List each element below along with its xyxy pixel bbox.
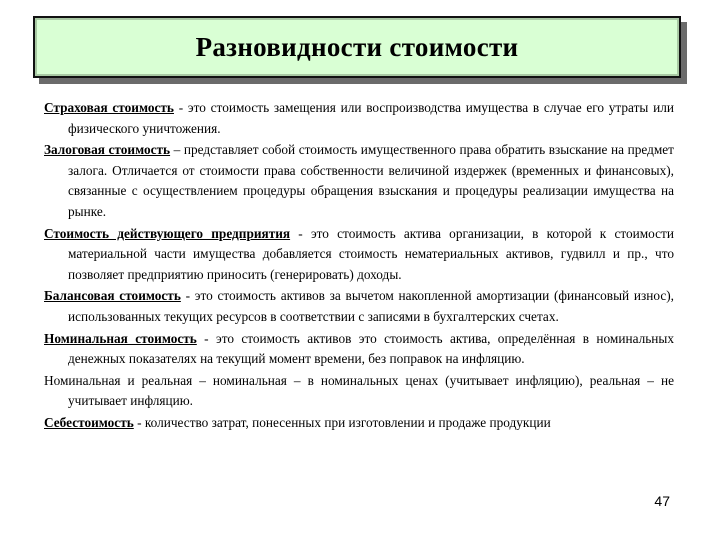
slide-title-box xyxy=(33,16,681,78)
definition-insurance-value xyxy=(44,98,674,139)
slide-title: Разновидности стоимости xyxy=(195,31,519,62)
definition-book-value xyxy=(44,286,674,327)
definition-nominal-vs-real xyxy=(44,371,674,412)
term-book-value: Балансовая стоимость xyxy=(44,288,181,304)
definition-cost-price xyxy=(44,413,674,434)
definition-text: - это стоимость активов за вычетом накопленной амортизации (финансовый износ), использованных текущих ресурсов в соответствии с записями в бухгалтерских счетах. xyxy=(68,288,674,324)
definition-text: Номинальная и реальная – номинальная – в номинальных ценах (учитывает инфляцию), реальная – не учитывает инфляцию. xyxy=(44,372,674,409)
term-insurance-value: Страховая стоимость xyxy=(44,100,174,115)
definition-going-concern-value xyxy=(44,224,674,286)
definitions-list xyxy=(44,98,674,434)
definition-text: - это стоимость замещения или воспроизводства имущества в случае его утраты или физического уничтожения. xyxy=(68,100,674,136)
page-number: 47 xyxy=(654,493,670,509)
definition-text: – представляет собой стоимость имущественного права обратить взыскание на предмет залога. Отличается от стоимости права собственности величиной издержек (временных и финансовых), связанные с осуществлением процедуры обращения взыскания и процедуры реализации имущества на рынке. xyxy=(68,142,674,219)
definition-nominal-value xyxy=(44,329,674,370)
term-cost-price: Себестоимость xyxy=(44,414,134,430)
definition-text: - количество затрат, понесенных при изготовлении и продаже продукции xyxy=(133,414,551,430)
definition-collateral-value xyxy=(44,140,674,222)
term-going-concern-value: Стоимость действующего предприятия xyxy=(44,225,291,241)
definition-text: - это стоимость активов это стоимость актива, определённая в номинальных денежных показателях на текущий момент времени, без поправок на инфляцию. xyxy=(68,330,674,367)
term-nominal-value: Номинальная стоимость xyxy=(44,330,197,346)
definition-text: - это стоимость актива организации, в которой к стоимости материальной части имущества добавляется стоимость нематериальных активов, гудвилл и пр., что позволяет предприятию приносить (генерировать) доходы. xyxy=(68,225,674,282)
term-collateral-value: Залоговая стоимость xyxy=(44,142,171,158)
